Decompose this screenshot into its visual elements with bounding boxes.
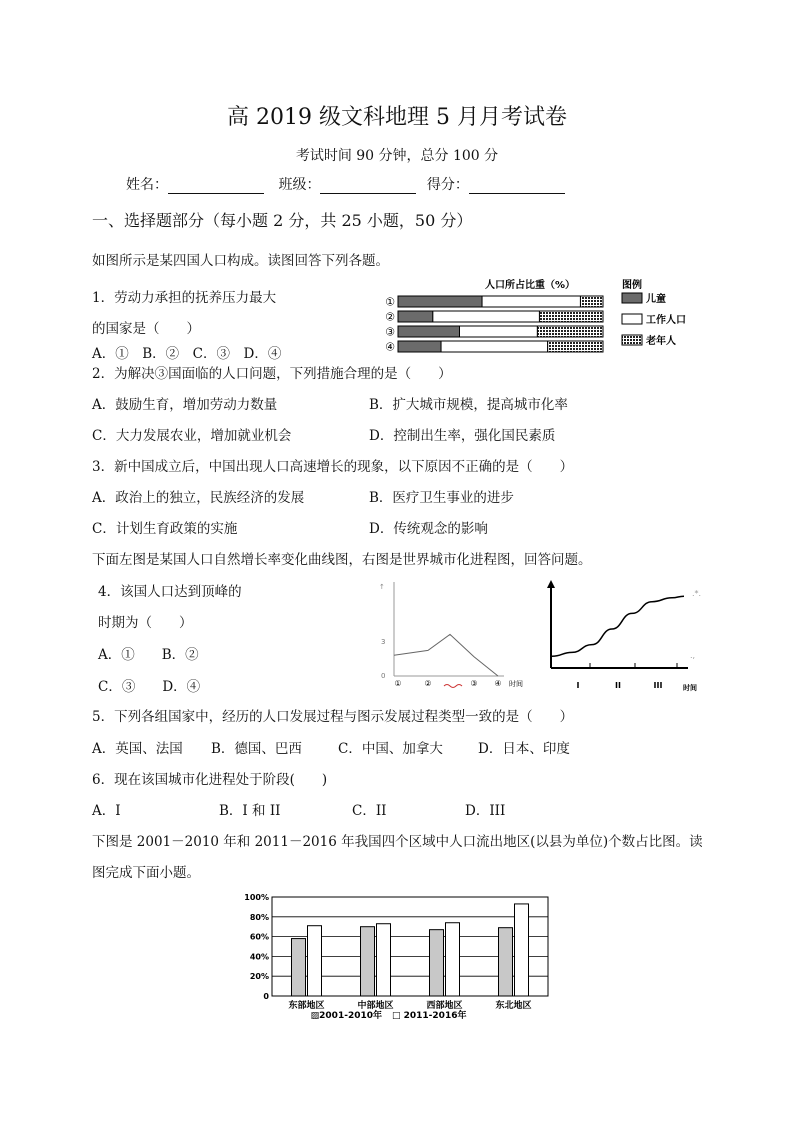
chart1-bar-elderly [548,341,603,352]
chart4-xtick: 西部地区 [426,1001,463,1011]
chart2-xlabel: 时间 [509,680,523,688]
chart4-bar-2011-2016 [308,926,322,996]
legend-swatch-children [622,293,642,303]
chart3-xtick-III: III [653,681,663,690]
q4-options-cd: C．③ D．④ [98,679,201,695]
q6-option-b: B．I 和 II [219,803,281,819]
exam-title: 高 2019 级文科地理 5 月月考试卷 [227,105,567,130]
chart1-row-label: ④ [385,340,395,354]
urbanization-chart [540,578,710,696]
chart4-xtick: 中部地区 [357,1001,394,1011]
chart4-bar-2001-2010 [430,930,444,996]
chart1-bar-working [441,341,548,352]
q2-option-b: B．扩大城市规模，提高城市化率 [369,397,568,413]
q5-option-c: C．中国、加拿大 [338,741,443,757]
intro-3b: 图完成下面小题。 [92,865,200,881]
chart4-bar-2011-2016 [377,924,391,996]
chart4-ytick: 60% [249,932,269,942]
chart3-noise: .*. [692,589,702,598]
growth-rate-chart [376,578,536,692]
chart4-bar-2001-2010 [292,939,306,996]
chart2-ytick-3: 3 [381,638,386,646]
q5-option-a: A．英国、法国 [92,741,183,757]
intro-1: 如图所示是某四国人口构成。读图回答下列各题。 [92,253,389,269]
chart3-xtick-II: II [615,681,621,690]
chart1-bar-children [398,326,460,337]
chart4-ytick: 80% [249,912,269,922]
chart2-xtick: ① [394,679,402,688]
chart1-bar-working [482,296,580,307]
chart1-bar-children [398,311,433,322]
q2-option-a: A．鼓励生育，增加劳动力数量 [92,397,278,413]
q6-option-a: A．I [92,803,121,819]
legend-swatch-working [622,314,642,324]
q2-option-c: C．大力发展农业，增加就业机会 [92,428,292,444]
chart3-xtick-I: I [576,681,580,690]
name-blank[interactable] [168,179,264,194]
chart4-bar-2001-2010 [499,928,513,996]
score-blank[interactable] [469,179,565,194]
chart4-ytick: 100% [244,893,269,902]
q3-option-c: C．计划生育政策的实施 [92,521,238,537]
class-label: 班级： [278,177,321,193]
legend-working: 工作人口 [646,315,686,326]
score-label: 得分： [426,177,469,193]
chart2-xtick: ② [424,679,432,688]
legend-swatch-elderly [622,335,642,345]
q4-stem-a: 4．该国人口达到顶峰的 [98,584,242,600]
intro-3a: 下图是 2001－2010 年和 2011－2016 年我国四个区域中人口流出地区(以县为单位)个数占比图。读 [92,834,703,850]
legend-elderly: 老年人 [646,336,676,347]
chart1-row-label: ② [385,310,395,324]
chart2-mark [444,685,462,688]
q5-option-d: D．日本、印度 [478,741,570,757]
chart1-bar-elderly [580,296,603,307]
q3-option-d: D．传统观念的影响 [369,521,488,537]
chart4-ytick: 20% [249,972,269,982]
q6-option-d: D．III [465,803,506,819]
q3-option-a: A．政治上的独立，民族经济的发展 [92,490,305,506]
chart3-xlabel: 时间 [683,684,697,692]
q5-option-b: B．德国、巴西 [211,741,302,757]
chart3-y-arrow [547,580,555,588]
chart4-ytick: 40% [249,952,269,962]
chart2-y-arrow: ↑ [379,583,385,591]
chart1-bar-children [398,296,482,307]
chart2-series-line [394,634,498,676]
q4-options-ab: A．① B．② [98,647,199,663]
section-heading: 一、选择题部分（每小题 2 分，共 25 小题，50 分） [92,211,473,230]
chart1-title: 人口所占比重（%） [484,280,576,291]
outflow-region-chart [232,890,562,1025]
chart1-legend-title: 图例 [622,280,642,291]
chart4-legend-a: ▨2001-2010年 [310,1011,382,1021]
q1-options: A．① B．② C．③ D．④ [92,346,282,362]
chart4-xtick: 东部地区 [288,1001,325,1011]
q4-stem-b: 时期为（ ） [98,615,193,631]
chart1-bar-elderly [537,326,603,337]
q6-option-c: C．II [352,803,387,819]
chart2-xtick: ④ [494,679,502,688]
chart4-xtick: 东北地区 [495,1001,532,1011]
q3-stem: 3．新中国成立后，中国出现人口高速增长的现象，以下原因不正确的是（ ） [92,459,574,475]
chart4-legend-b: □ 2011-2016年 [392,1011,467,1021]
q2-option-d: D．控制出生率，强化国民素质 [369,428,556,444]
chart4-bar-2001-2010 [361,927,375,996]
chart1-bar-working [433,311,540,322]
population-structure-chart [378,276,708,356]
q5-stem: 5．下列各组国家中，经历的人口发展过程与图示发展过程类型一致的是（ ） [92,709,574,725]
intro-2: 下面左图是某国人口自然增长率变化曲线图，右图是世界城市化进程图，回答问题。 [92,552,592,568]
chart1-bar-elderly [539,311,603,322]
chart1-row-label: ① [385,295,395,309]
chart2-ytick-0: 0 [381,672,386,680]
name-label: 姓名： [126,177,168,193]
q2-stem: 2．为解决③国面临的人口问题，下列措施合理的是（ ） [92,366,452,382]
class-blank[interactable] [320,179,416,194]
q1-stem-a: 1．劳动力承担的抚养压力最大 [92,290,277,306]
q1-stem-b: 的国家是（ ） [92,321,200,337]
chart1-bar-children [398,341,441,352]
chart1-bar-working [460,326,538,337]
chart3-curve [552,596,684,656]
student-info [126,174,565,194]
chart4-ytick: 0 [263,992,269,1001]
exam-subtitle: 考试时间 90 分钟，总分 100 分 [295,148,499,164]
chart2-xtick: ③ [470,679,478,688]
chart3-noise-2: ., [690,651,696,660]
q6-stem: 6．现在该国城市化进程处于阶段( ) [92,772,328,788]
chart1-row-label: ③ [385,325,395,339]
legend-children: 儿童 [646,294,666,305]
q3-option-b: B．医疗卫生事业的进步 [369,490,514,506]
chart4-bar-2011-2016 [446,923,460,996]
chart4-bar-2011-2016 [515,904,529,996]
